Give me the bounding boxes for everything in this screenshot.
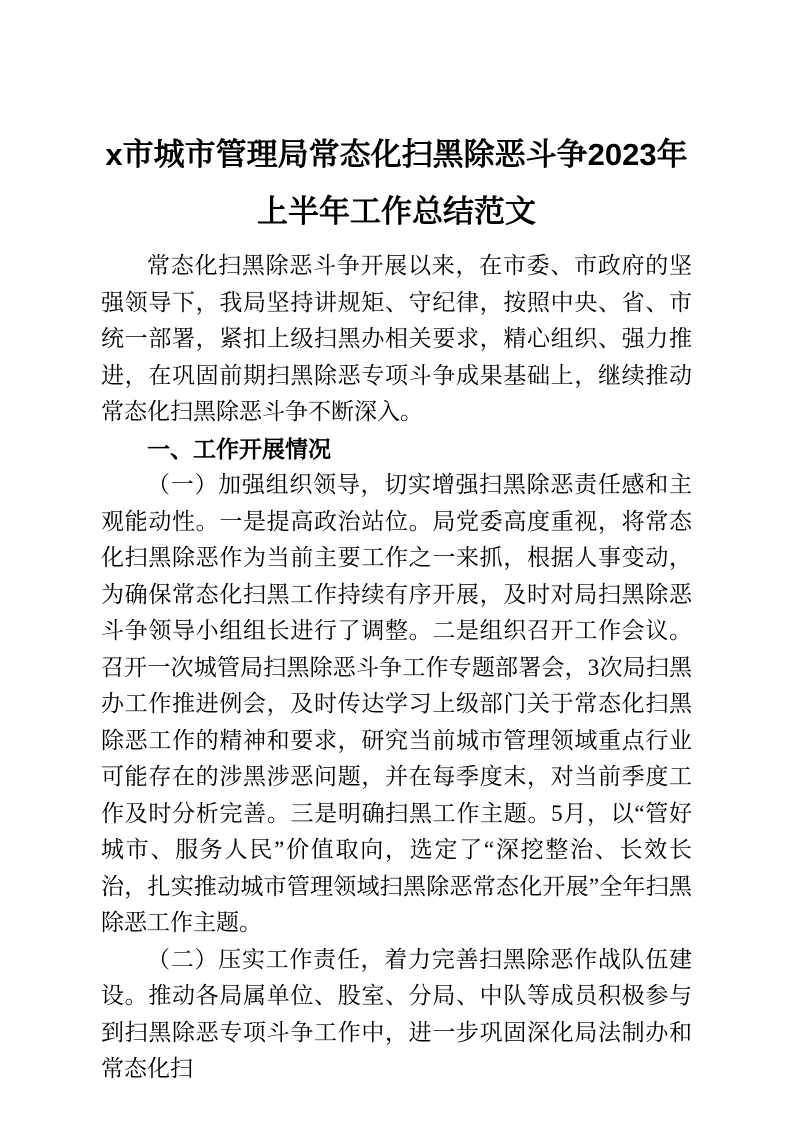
document-title-line-2: 上半年工作总结范文	[257, 194, 536, 229]
paragraph-item-1-organizational-leadership: （一）加强组织领导，切实增强扫黑除恶责任感和主观能动性。一是提高政治站位。局党委高度重视，将常态化扫黑除恶作为当前主要工作之一来抓，根据人事变动，为确保常态化扫黑工作持续有序开展，及时对局扫黑除恶斗争领导小组组长进行了调整。二是组织召开工作会议。召开一次城管局扫黑除恶斗争工作专题部署会，3次局扫黑办工作推进例会，及时传达学习上级部门关于常态化扫黑除恶工作的精神和要求，研究当前城市管理领域重点行业可能存在的涉黑涉恶问题，并在每季度末，对当前季度工作及时分析完善。三是明确扫黑工作主题。5月，以“管好城市、服务人民”价值取向，选定了“深挖整治、长效长治，扎实推动城市管理领域扫黑除恶常态化开展”全年扫黑除恶工作主题。	[101, 472, 692, 935]
paragraph-intro: 常态化扫黑除恶斗争开展以来，在市委、市政府的坚强领导下，我局坚持讲规矩、守纪律，按照中央、省、市统一部署，紧扣上级扫黑办相关要求，精心组织、强力推进，在巩固前期扫黑除恶专项斗争成果基础上，继续推动常态化扫黑除恶斗争不断深入。	[101, 253, 692, 424]
document-body	[101, 248, 692, 1088]
document-content-area	[101, 0, 692, 1088]
section-heading-work-progress: 一、工作开展情况	[147, 435, 331, 462]
document-title	[101, 126, 692, 240]
paragraph-item-2-work-responsibility: （二）压实工作责任，着力完善扫黑除恶作战队伍建设。推动各局属单位、股室、分局、中队等成员积极参与到扫黑除恶专项斗争工作中，进一步巩固深化局法制办和常态化扫	[101, 946, 692, 1081]
document-title-line-1: x市城市管理局常态化扫黑除恶斗争2023年	[105, 137, 688, 172]
